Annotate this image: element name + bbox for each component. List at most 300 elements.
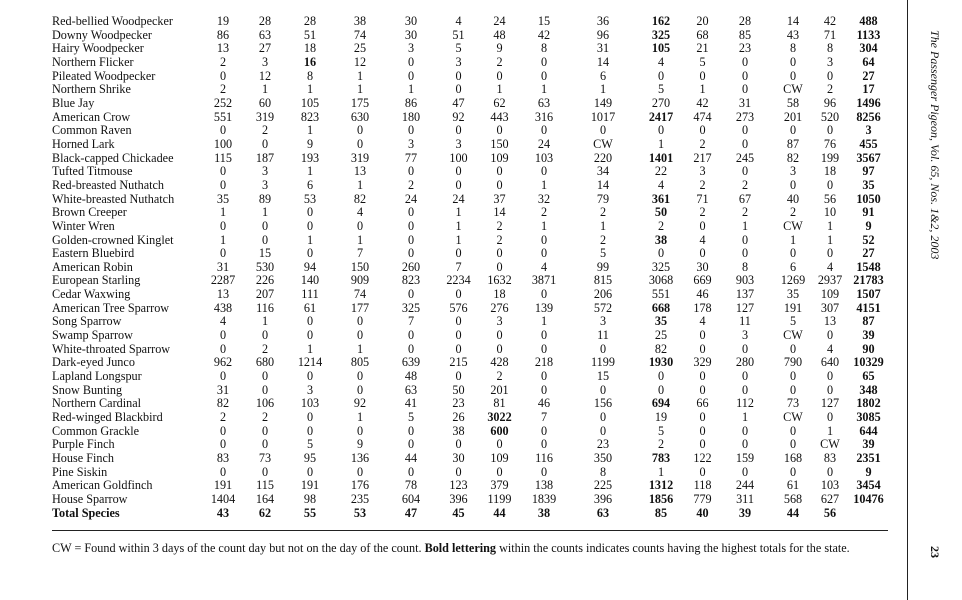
count-cell: 0 (356, 423, 364, 438)
count-cell: 46 (696, 287, 709, 302)
count-cell: 41 (404, 396, 418, 411)
total-count-cell: 27 (862, 68, 875, 83)
count-cell: 2 (657, 437, 665, 452)
count-cell: 98 (303, 491, 317, 506)
total-count-cell: 52 (862, 232, 875, 247)
count-cell: 0 (496, 164, 503, 179)
table-row (52, 247, 892, 261)
count-cell: 86 (404, 95, 418, 110)
count-cell: 0 (699, 382, 706, 397)
count-cell: 3 (455, 136, 462, 151)
count-cell: 3 (789, 164, 797, 179)
count-cell: 0 (599, 341, 607, 356)
table-row (52, 411, 892, 425)
count-cell: 38 (654, 232, 668, 247)
count-cell: 159 (735, 451, 755, 465)
count-cell: 23 (596, 437, 610, 452)
total-count-cell: 2351 (856, 451, 881, 465)
count-cell: 0 (356, 218, 364, 233)
count-cell: 71 (696, 191, 709, 206)
count-cell: 396 (449, 491, 468, 506)
count-cell: 47 (452, 95, 465, 110)
count-cell: 627 (820, 491, 840, 506)
count-cell: 316 (534, 109, 554, 124)
count-cell: 962 (213, 355, 233, 370)
count-cell: 8 (540, 41, 548, 56)
total-count-cell: 35 (862, 177, 875, 192)
count-cell: 0 (741, 68, 749, 83)
count-cell: 1 (455, 218, 462, 233)
species-name: Black-capped Chickadee (52, 150, 174, 165)
count-cell: 1 (219, 232, 227, 247)
count-cell: 0 (657, 68, 665, 83)
count-cell: 2 (599, 232, 607, 247)
count-cell: 823 (401, 273, 421, 288)
count-cell: 2 (741, 177, 749, 192)
count-cell: 600 (490, 423, 509, 438)
count-cell: 0 (455, 82, 462, 97)
count-cell: 58 (786, 95, 800, 110)
count-cell: 1 (599, 82, 607, 97)
count-cell: 4 (826, 341, 834, 356)
count-cell: 35 (216, 191, 230, 206)
count-cell: 13 (353, 164, 367, 179)
count-cell: 0 (540, 232, 548, 247)
count-cell: 50 (654, 205, 668, 220)
table-row (52, 425, 892, 439)
count-cell: 823 (300, 109, 320, 124)
count-cell: 0 (496, 464, 503, 479)
count-cell: 127 (735, 300, 755, 315)
count-cell: 7 (455, 259, 462, 274)
count-cell: 0 (407, 218, 415, 233)
count-cell: 24 (452, 191, 465, 206)
count-cell: 0 (657, 369, 665, 384)
count-cell: 103 (534, 150, 554, 165)
count-cell: 1 (826, 218, 834, 233)
count-cell: 0 (407, 246, 415, 261)
table-row (52, 29, 892, 43)
count-cell: 1 (455, 232, 462, 247)
count-cell: 428 (490, 355, 509, 370)
total-count-cell: 3567 (856, 150, 881, 165)
count-cell: 1 (699, 82, 706, 97)
count-cell: 0 (455, 464, 462, 479)
count-cell: 168 (783, 451, 803, 465)
count-cell: 139 (534, 300, 554, 315)
total-count-cell: 91 (862, 205, 875, 220)
count-cell: 20 (696, 14, 709, 28)
count-cell: 0 (540, 68, 548, 83)
count-cell: 1 (261, 82, 269, 97)
footnote-text-end: within the counts indicates counts having the highest totals for the state. (496, 541, 850, 555)
count-cell: 18 (823, 164, 837, 179)
count-cell: 273 (735, 109, 755, 124)
count-cell: 2 (261, 341, 269, 356)
count-cell: 1 (540, 177, 548, 192)
count-cell: CW (783, 218, 803, 233)
count-cell: 136 (350, 451, 370, 465)
count-cell: 909 (350, 273, 370, 288)
count-cell: 150 (350, 259, 370, 274)
count-cell: 1017 (590, 109, 616, 124)
total-count-cell: 9 (865, 218, 872, 233)
table-row (52, 343, 892, 357)
count-cell: 551 (651, 287, 671, 302)
count-cell: 4 (826, 259, 834, 274)
count-cell: 109 (820, 287, 840, 302)
count-cell: 350 (593, 451, 613, 465)
count-cell: 78 (404, 478, 418, 493)
count-cell: 3022 (487, 410, 512, 425)
table-row (52, 288, 892, 302)
count-cell: 36 (596, 14, 610, 28)
count-cell: 123 (449, 478, 468, 493)
count-cell: 81 (493, 396, 506, 411)
count-cell: 2 (699, 205, 706, 220)
count-cell: 0 (826, 328, 834, 343)
count-cell: 0 (540, 382, 548, 397)
count-cell: 191 (300, 478, 320, 493)
count-cell: 217 (693, 150, 712, 165)
count-cell: 0 (741, 123, 749, 138)
count-cell: 73 (258, 451, 272, 465)
count-cell: 1632 (487, 273, 512, 288)
count-cell: CW (593, 136, 613, 151)
count-cell: 28 (303, 14, 317, 28)
table-row (52, 179, 892, 193)
count-cell: 0 (455, 328, 462, 343)
count-cell: 0 (455, 369, 462, 384)
count-cell: 0 (496, 177, 503, 192)
count-cell: 669 (693, 273, 712, 288)
count-cell: 13 (216, 287, 230, 302)
count-cell: 2 (599, 205, 607, 220)
count-cell: 82 (654, 341, 668, 356)
count-cell: 0 (356, 382, 364, 397)
count-cell: 0 (407, 464, 415, 479)
count-cell: 0 (356, 464, 364, 479)
count-cell: 2 (219, 54, 227, 69)
species-name: White-breasted Nuthatch (52, 191, 175, 206)
count-cell: 63 (404, 382, 418, 397)
count-cell: 6 (306, 177, 314, 192)
count-cell: 8 (789, 41, 797, 56)
count-cell: 0 (455, 341, 462, 356)
total-count-cell: 90 (862, 341, 875, 356)
total-count-cell: 8256 (856, 109, 881, 124)
count-cell: 0 (219, 423, 227, 438)
count-cell: 694 (651, 396, 671, 411)
count-cell: 5 (599, 246, 607, 261)
count-cell: 3 (261, 177, 269, 192)
count-cell: 191 (213, 478, 233, 493)
count-cell: 2 (741, 205, 749, 220)
count-cell: 24 (537, 136, 551, 151)
count-cell: 1 (741, 218, 749, 233)
count-cell: 115 (256, 478, 274, 493)
total-count-cell: 27 (862, 246, 875, 261)
count-cell: 2 (789, 205, 797, 220)
total-count-cell: 1133 (856, 27, 881, 42)
count-cell: 2 (407, 177, 415, 192)
footnote-divider (52, 530, 888, 531)
table-row (52, 111, 892, 125)
count-cell: 0 (789, 464, 797, 479)
count-cell: 0 (356, 123, 364, 138)
table-row (52, 302, 892, 316)
count-cell: 0 (306, 218, 314, 233)
table-row (52, 165, 892, 179)
count-cell: 0 (455, 164, 462, 179)
table-row (52, 206, 892, 220)
count-cell: 8 (826, 41, 834, 56)
count-cell: 1401 (648, 150, 674, 165)
count-cell: 0 (741, 382, 749, 397)
count-cell: 0 (261, 369, 269, 384)
count-cell: 116 (256, 300, 274, 315)
count-cell: 175 (350, 95, 370, 110)
table-row (52, 397, 892, 411)
count-cell: 87 (786, 136, 800, 151)
species-name: Golden-crowned Kinglet (52, 232, 174, 247)
table-row (52, 234, 892, 248)
table-row (52, 452, 892, 466)
count-cell: 0 (741, 136, 749, 151)
footnote (52, 541, 894, 556)
count-cell: 325 (401, 300, 421, 315)
count-cell: 0 (540, 341, 548, 356)
count-cell: 35 (786, 287, 800, 302)
count-cell: 276 (490, 300, 509, 315)
count-cell: 100 (213, 136, 233, 151)
count-cell: 0 (826, 369, 834, 384)
table-row (52, 315, 892, 329)
count-cell: 0 (306, 423, 314, 438)
count-cell: 2 (219, 410, 227, 425)
count-cell: 37 (493, 191, 506, 206)
table-row (52, 124, 892, 138)
count-cell: 100 (449, 150, 468, 165)
count-cell: 0 (407, 123, 415, 138)
count-cell: 270 (651, 95, 671, 110)
total-count-cell: 97 (862, 164, 875, 179)
total-count-cell: 1050 (856, 191, 881, 206)
count-cell: 1 (826, 423, 834, 438)
count-cell: 0 (219, 164, 227, 179)
count-cell: 94 (303, 259, 317, 274)
count-cell: 0 (356, 136, 364, 151)
count-cell: 40 (786, 191, 800, 206)
count-cell: 379 (490, 478, 509, 493)
count-cell: 0 (540, 369, 548, 384)
count-cell: 140 (300, 273, 320, 288)
species-name: American Goldfinch (52, 478, 153, 493)
count-cell: 92 (353, 396, 367, 411)
count-cell: 15 (258, 246, 272, 261)
count-cell: 6 (599, 68, 607, 83)
count-cell: 1 (261, 314, 269, 329)
count-cell: 62 (258, 505, 272, 520)
species-name: Northern Shrike (52, 82, 131, 97)
count-cell: 0 (699, 464, 706, 479)
count-cell: 201 (783, 109, 803, 124)
count-cell: 0 (496, 341, 503, 356)
count-cell: 25 (353, 41, 367, 56)
count-cell: 1 (306, 82, 314, 97)
count-cell: 0 (219, 369, 227, 384)
species-name: Horned Lark (52, 136, 115, 151)
count-cell: 396 (593, 491, 613, 506)
count-cell: 0 (741, 437, 749, 452)
table-row (52, 384, 892, 398)
count-cell: 0 (407, 437, 415, 452)
count-cell: 805 (350, 355, 370, 370)
count-cell: 0 (540, 423, 548, 438)
count-cell: 438 (213, 300, 233, 315)
count-cell: 5 (699, 54, 706, 69)
count-cell: 903 (735, 273, 755, 288)
count-cell: 11 (739, 314, 751, 329)
count-cell: 1 (261, 205, 269, 220)
count-cell: 0 (599, 410, 607, 425)
count-cell: 0 (699, 123, 706, 138)
total-count-cell: 4151 (856, 300, 881, 315)
species-name: Cedar Waxwing (52, 287, 131, 302)
species-name: American Robin (52, 259, 133, 274)
total-count-cell: 39 (862, 328, 875, 343)
table-row (52, 356, 892, 370)
count-cell: 680 (255, 355, 275, 370)
count-cell: 3 (455, 54, 462, 69)
count-cell: 2 (657, 218, 665, 233)
count-cell: 1 (356, 177, 364, 192)
total-count-cell: 39 (862, 437, 875, 452)
count-cell: 74 (353, 287, 367, 302)
count-cell: 156 (593, 396, 613, 411)
count-cell: 207 (255, 287, 275, 302)
count-cell: 8 (306, 68, 314, 83)
count-cell: 9 (356, 437, 364, 452)
table-row (52, 193, 892, 207)
count-cell: 0 (496, 328, 503, 343)
count-cell: 1 (599, 218, 607, 233)
count-cell: 47 (404, 505, 418, 520)
count-cell: 53 (353, 505, 367, 520)
species-name: House Sparrow (52, 491, 128, 506)
count-cell: 1199 (591, 355, 615, 370)
species-name: Downy Woodpecker (52, 27, 152, 42)
count-cell: 551 (213, 109, 233, 124)
count-cell: 245 (735, 150, 755, 165)
count-cell: 4 (540, 259, 548, 274)
table-row (52, 329, 892, 343)
count-cell: 127 (820, 396, 840, 411)
count-cell: 260 (401, 259, 421, 274)
count-cell: 520 (820, 109, 840, 124)
count-cell: 0 (741, 423, 749, 438)
total-count-cell: 3085 (856, 410, 881, 425)
count-cell: 3 (261, 164, 269, 179)
species-name: Pine Siskin (52, 464, 108, 479)
count-cell: CW (820, 437, 840, 452)
species-name: Snow Bunting (52, 382, 123, 397)
count-cell: 640 (820, 355, 840, 370)
count-cell: 199 (820, 150, 840, 165)
count-cell: 325 (651, 259, 671, 274)
count-cell: 0 (540, 164, 548, 179)
species-name: Red-bellied Woodpecker (52, 14, 173, 28)
footnote-bold-text: Bold lettering (424, 541, 497, 555)
count-cell: 46 (537, 396, 551, 411)
count-cell: 7 (356, 246, 364, 261)
count-cell: 1269 (780, 273, 806, 288)
count-cell: 218 (534, 355, 554, 370)
count-cell: 96 (596, 27, 610, 42)
count-cell: 0 (261, 437, 269, 452)
count-cell: 56 (823, 191, 837, 206)
table-row (52, 83, 892, 97)
count-cell: 0 (356, 369, 364, 384)
count-cell: 0 (219, 246, 227, 261)
species-name: Northern Flicker (52, 54, 134, 69)
count-cell: 0 (540, 246, 548, 261)
species-name: Eastern Bluebird (52, 246, 135, 261)
count-cell: 34 (596, 164, 610, 179)
count-cell: 0 (699, 437, 706, 452)
count-cell: 82 (353, 191, 367, 206)
count-cell: 1 (407, 82, 415, 97)
count-cell: 0 (306, 369, 314, 384)
count-cell: 0 (306, 205, 314, 220)
total-count-cell: 455 (859, 136, 878, 151)
count-cell: 0 (826, 410, 834, 425)
count-cell: 109 (490, 150, 509, 165)
count-cell: 111 (301, 287, 319, 302)
count-cell: 0 (306, 328, 314, 343)
species-name: Common Raven (52, 123, 132, 138)
count-cell: 3 (826, 54, 834, 69)
count-cell: 79 (596, 191, 610, 206)
count-cell: 0 (789, 68, 797, 83)
species-name: European Starling (52, 273, 141, 288)
count-cell: 4 (657, 54, 665, 69)
count-cell: 1 (540, 314, 548, 329)
count-cell: 1856 (648, 491, 674, 506)
count-cell: 23 (738, 41, 752, 56)
species-name: Lapland Longspur (52, 369, 142, 384)
count-cell: 5 (657, 82, 665, 97)
count-cell: 0 (407, 68, 415, 83)
count-cell: 12 (258, 68, 272, 83)
count-cell: 0 (261, 382, 269, 397)
count-cell: 0 (407, 164, 415, 179)
count-cell: 23 (452, 396, 465, 411)
count-cell: 28 (738, 14, 752, 28)
table-row (52, 438, 892, 452)
count-cell: 1930 (648, 355, 674, 370)
count-cell: 0 (496, 259, 503, 274)
count-cell: 0 (455, 68, 462, 83)
count-cell: 2 (699, 177, 706, 192)
count-cell: 0 (599, 123, 607, 138)
count-cell: 0 (356, 314, 364, 329)
count-cell: 0 (826, 382, 834, 397)
count-cell: 1 (306, 341, 314, 356)
count-cell: 1 (356, 232, 364, 247)
count-cell: 42 (696, 95, 709, 110)
species-name: Winter Wren (52, 218, 115, 233)
